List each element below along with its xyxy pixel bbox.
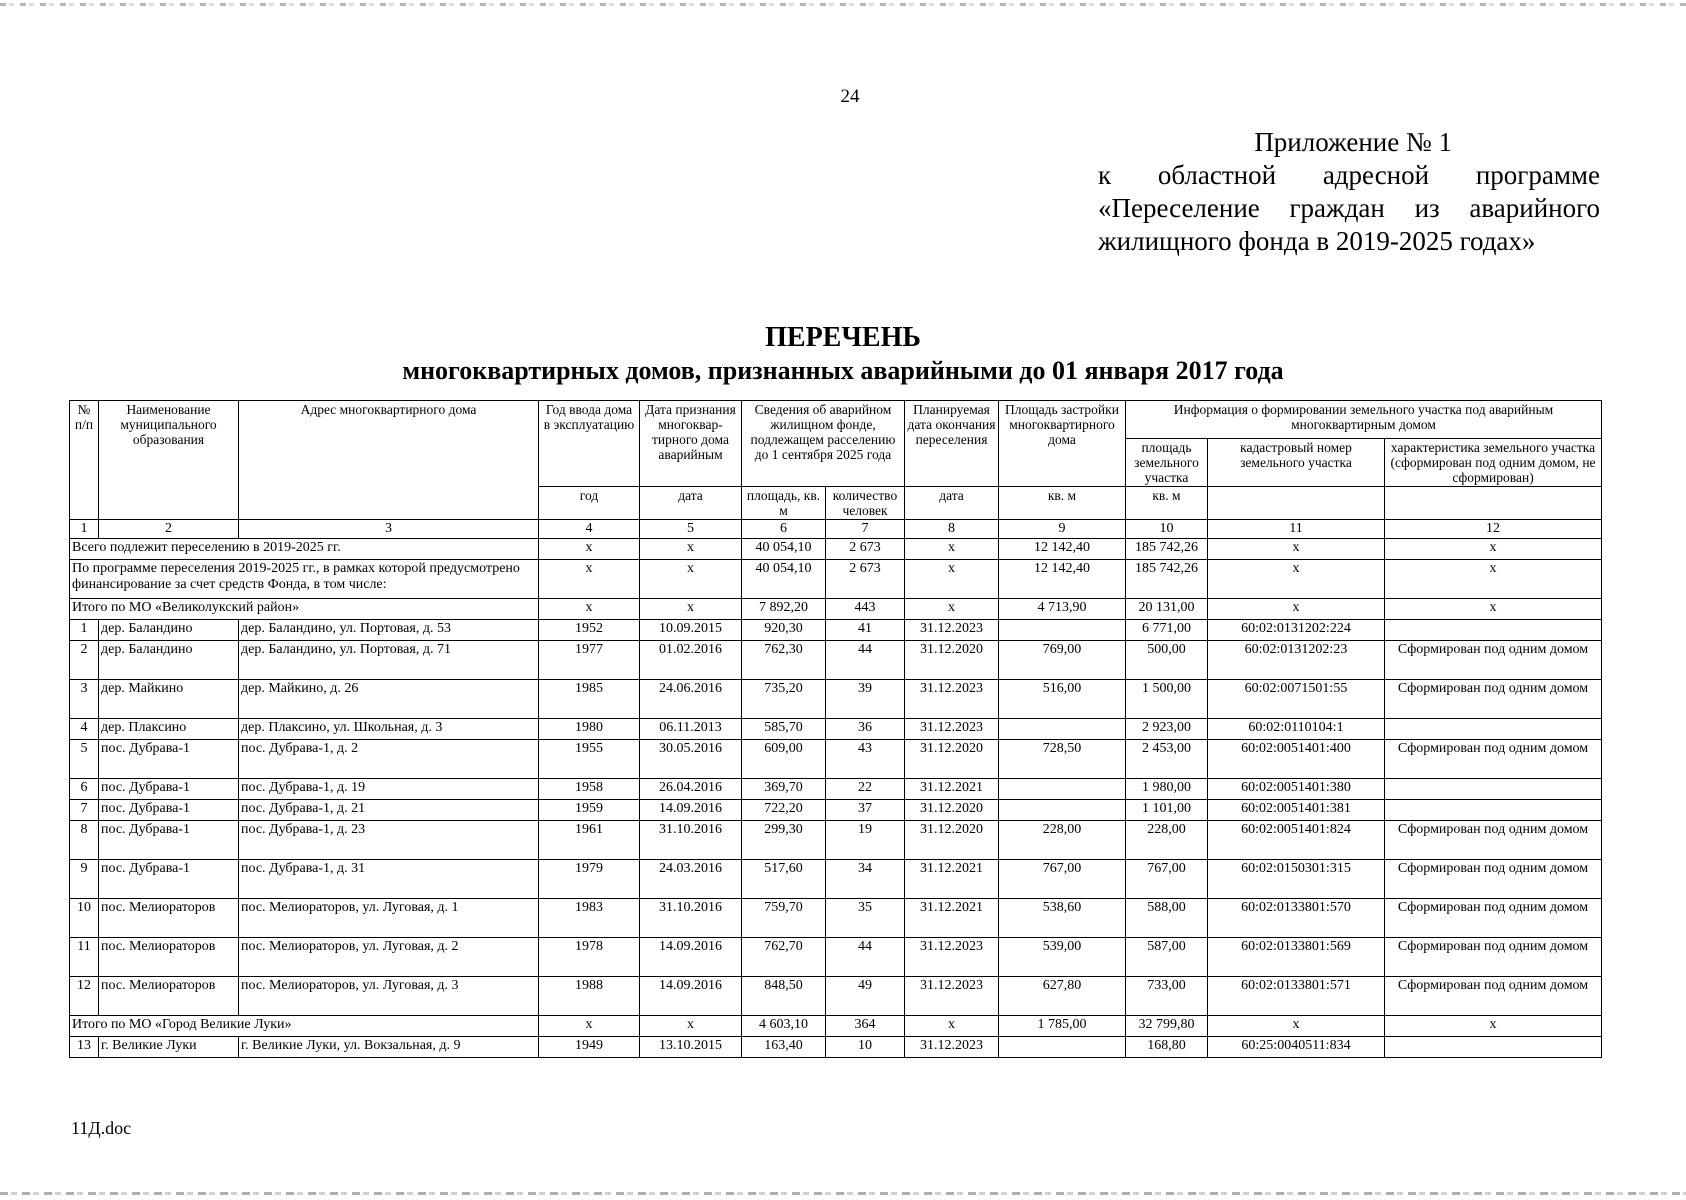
row-land: 228,00 xyxy=(1126,821,1208,860)
row-year: 1979 xyxy=(539,860,640,899)
col-number: 10 xyxy=(1126,520,1208,539)
row-planned: 31.12.2021 xyxy=(905,779,999,800)
table-row xyxy=(70,899,1602,938)
table-row xyxy=(70,740,1602,779)
unit-build-sqm: кв. м xyxy=(999,487,1126,520)
row-year: 1985 xyxy=(539,680,640,719)
row-cadastral: 60:02:0051401:400 xyxy=(1208,740,1385,779)
row-planned: 31.12.2021 xyxy=(905,899,999,938)
row-num: 8 xyxy=(70,821,99,860)
row-people: 39 xyxy=(826,680,905,719)
row-land: 588,00 xyxy=(1126,899,1208,938)
row-land: 6 771,00 xyxy=(1126,620,1208,641)
row-date: 30.05.2016 xyxy=(640,740,742,779)
row-people: 37 xyxy=(826,800,905,821)
row-land: 733,00 xyxy=(1126,977,1208,1016)
appendix-line-3: жилищного фонда в 2019-2025 годах» xyxy=(1098,226,1536,256)
header-cadastral: кадастровый номер земельного участка xyxy=(1208,439,1385,487)
row-num: 6 xyxy=(70,779,99,800)
col-number: 9 xyxy=(999,520,1126,539)
total-land: 185 742,26 xyxy=(1126,539,1208,560)
total-build: 12 142,40 xyxy=(999,560,1126,599)
row-address: пос. Дубрава-1, д. 21 xyxy=(239,800,539,821)
table-row xyxy=(70,641,1602,680)
total-cad: x xyxy=(1208,599,1385,620)
row-num: 12 xyxy=(70,977,99,1016)
row-people: 43 xyxy=(826,740,905,779)
unit-planned-date: дата xyxy=(905,487,999,520)
row-date: 24.06.2016 xyxy=(640,680,742,719)
row-build: 228,00 xyxy=(999,821,1126,860)
total-label: По программе переселения 2019-2025 гг., в рамках которой предусмотрено финансирование за счет средств Фонда, в том числе: xyxy=(70,560,539,599)
document-title: ПЕРЕЧЕНЬ xyxy=(765,322,921,353)
row-char: Сформирован под одним домом xyxy=(1385,680,1602,719)
row-num: 11 xyxy=(70,938,99,977)
row-char: Сформирован под одним домом xyxy=(1385,899,1602,938)
total-land: 20 131,00 xyxy=(1126,599,1208,620)
table-row xyxy=(70,821,1602,860)
row-planned: 31.12.2020 xyxy=(905,800,999,821)
row-people: 19 xyxy=(826,821,905,860)
row-cadastral: 60:02:0051401:824 xyxy=(1208,821,1385,860)
row-date: 13.10.2015 xyxy=(640,1037,742,1058)
row-land: 1 980,00 xyxy=(1126,779,1208,800)
row-area: 920,30 xyxy=(742,620,826,641)
row-area: 609,00 xyxy=(742,740,826,779)
row-num: 1 xyxy=(70,620,99,641)
appendix-block xyxy=(1098,126,1600,258)
scan-edge-top xyxy=(0,3,1686,6)
row-area: 517,60 xyxy=(742,860,826,899)
row-land: 587,00 xyxy=(1126,938,1208,977)
row-year: 1961 xyxy=(539,821,640,860)
header-build-area: Площадь застройки многоквартирного дома xyxy=(999,401,1126,487)
row-people: 44 xyxy=(826,938,905,977)
row-date: 14.09.2016 xyxy=(640,938,742,977)
total-year: x xyxy=(539,1016,640,1037)
total-land: 185 742,26 xyxy=(1126,560,1208,599)
row-land: 168,80 xyxy=(1126,1037,1208,1058)
appendix-line-2: «Переселение граждан из аварийного xyxy=(1098,193,1600,223)
row-planned: 31.12.2020 xyxy=(905,740,999,779)
row-municipality: пос. Мелиораторов xyxy=(99,938,239,977)
row-address: дер. Баландино, ул. Портовая, д. 53 xyxy=(239,620,539,641)
row-people: 34 xyxy=(826,860,905,899)
row-area: 369,70 xyxy=(742,779,826,800)
col-number: 5 xyxy=(640,520,742,539)
row-municipality: дер. Майкино xyxy=(99,680,239,719)
header-fund-info: Сведения об аварийном жилищном фонде, подлежащем расселению до 1 сентября 2025 года xyxy=(742,401,905,487)
row-land: 1 500,00 xyxy=(1126,680,1208,719)
row-year: 1949 xyxy=(539,1037,640,1058)
total-label: Итого по МО «Великолукский район» xyxy=(70,599,539,620)
header-planned-date: Планируемая дата окончания переселения xyxy=(905,401,999,487)
total-people: 2 673 xyxy=(826,560,905,599)
row-planned: 31.12.2021 xyxy=(905,860,999,899)
total-area: 7 892,20 xyxy=(742,599,826,620)
row-area: 722,20 xyxy=(742,800,826,821)
row-people: 41 xyxy=(826,620,905,641)
row-planned: 31.12.2020 xyxy=(905,821,999,860)
unit-people: количество человек xyxy=(826,487,905,520)
row-area: 585,70 xyxy=(742,719,826,740)
row-address: пос. Мелиораторов, ул. Луговая, д. 3 xyxy=(239,977,539,1016)
row-char xyxy=(1385,800,1602,821)
total-area: 4 603,10 xyxy=(742,1016,826,1037)
row-year: 1980 xyxy=(539,719,640,740)
row-date: 10.09.2015 xyxy=(640,620,742,641)
row-cadastral: 60:02:0133801:571 xyxy=(1208,977,1385,1016)
col-number: 4 xyxy=(539,520,640,539)
total-cad: x xyxy=(1208,1016,1385,1037)
row-people: 44 xyxy=(826,641,905,680)
row-land: 2 923,00 xyxy=(1126,719,1208,740)
row-cadastral: 60:02:0110104:1 xyxy=(1208,719,1385,740)
header-land-char: характеристика земельного участка (сформирован под одним домом, не сформирован) xyxy=(1385,439,1602,487)
table-row xyxy=(70,680,1602,719)
row-planned: 31.12.2020 xyxy=(905,641,999,680)
row-cadastral: 60:02:0071501:55 xyxy=(1208,680,1385,719)
total-build: 12 142,40 xyxy=(999,539,1126,560)
appendix-title: Приложение № 1 xyxy=(1254,127,1452,157)
total-land: 32 799,80 xyxy=(1126,1016,1208,1037)
table-row xyxy=(70,620,1602,641)
row-date: 31.10.2016 xyxy=(640,899,742,938)
row-build: 538,60 xyxy=(999,899,1126,938)
table-row xyxy=(70,779,1602,800)
row-num: 4 xyxy=(70,719,99,740)
row-cadastral: 60:25:0040511:834 xyxy=(1208,1037,1385,1058)
total-planned: x xyxy=(905,1016,999,1037)
row-char: Сформирован под одним домом xyxy=(1385,641,1602,680)
row-year: 1977 xyxy=(539,641,640,680)
table-row xyxy=(70,860,1602,899)
page-number: 24 xyxy=(840,86,860,107)
table-row xyxy=(70,977,1602,1016)
row-area: 762,70 xyxy=(742,938,826,977)
row-cadastral: 60:02:0133801:569 xyxy=(1208,938,1385,977)
col-number: 7 xyxy=(826,520,905,539)
header-address: Адрес многоквартирного дома xyxy=(239,401,539,520)
row-char xyxy=(1385,1037,1602,1058)
row-year: 1988 xyxy=(539,977,640,1016)
row-municipality: пос. Дубрава-1 xyxy=(99,821,239,860)
total-row-all xyxy=(70,539,1602,560)
row-year: 1952 xyxy=(539,620,640,641)
appendix-line-1: к областной адресной программе xyxy=(1098,160,1600,190)
row-build xyxy=(999,719,1126,740)
table-row xyxy=(70,938,1602,977)
row-num: 13 xyxy=(70,1037,99,1058)
row-char: Сформирован под одним домом xyxy=(1385,977,1602,1016)
row-address: дер. Майкино, д. 26 xyxy=(239,680,539,719)
row-address: пос. Дубрава-1, д. 23 xyxy=(239,821,539,860)
row-planned: 31.12.2023 xyxy=(905,680,999,719)
total-date: x xyxy=(640,560,742,599)
total-date: x xyxy=(640,599,742,620)
row-year: 1959 xyxy=(539,800,640,821)
row-char: Сформирован под одним домом xyxy=(1385,860,1602,899)
unit-land-sqm: кв. м xyxy=(1126,487,1208,520)
row-address: дер. Баландино, ул. Портовая, д. 71 xyxy=(239,641,539,680)
total-planned: x xyxy=(905,560,999,599)
total-area: 40 054,10 xyxy=(742,560,826,599)
scan-edge-bottom xyxy=(0,1192,1686,1195)
total-label: Итого по МО «Город Великие Луки» xyxy=(70,1016,539,1037)
total-char: x xyxy=(1385,1016,1602,1037)
row-build: 728,50 xyxy=(999,740,1126,779)
row-municipality: г. Великие Луки xyxy=(99,1037,239,1058)
row-year: 1983 xyxy=(539,899,640,938)
column-numbers-row xyxy=(70,520,1602,539)
row-municipality: пос. Мелиораторов xyxy=(99,977,239,1016)
total-date: x xyxy=(640,539,742,560)
row-build: 516,00 xyxy=(999,680,1126,719)
total-cad: x xyxy=(1208,560,1385,599)
footer-doc-name: 11Д.doc xyxy=(71,1118,132,1138)
row-address: г. Великие Луки, ул. Вокзальная, д. 9 xyxy=(239,1037,539,1058)
total-year: x xyxy=(539,539,640,560)
row-area: 735,20 xyxy=(742,680,826,719)
row-people: 35 xyxy=(826,899,905,938)
row-build: 767,00 xyxy=(999,860,1126,899)
header-date-recognition: Дата признания многоквар-тирного дома аварийным xyxy=(640,401,742,487)
total-area: 40 054,10 xyxy=(742,539,826,560)
row-land: 2 453,00 xyxy=(1126,740,1208,779)
header-year: Год ввода дома в эксплуатацию xyxy=(539,401,640,487)
row-build xyxy=(999,620,1126,641)
row-char xyxy=(1385,620,1602,641)
row-date: 14.09.2016 xyxy=(640,977,742,1016)
row-num: 2 xyxy=(70,641,99,680)
row-char: Сформирован под одним домом xyxy=(1385,740,1602,779)
row-cadastral: 60:02:0150301:315 xyxy=(1208,860,1385,899)
row-municipality: дер. Плаксино xyxy=(99,719,239,740)
row-planned: 31.12.2023 xyxy=(905,719,999,740)
total-planned: x xyxy=(905,599,999,620)
row-date: 06.11.2013 xyxy=(640,719,742,740)
total-date: x xyxy=(640,1016,742,1037)
table-row xyxy=(70,800,1602,821)
row-land: 500,00 xyxy=(1126,641,1208,680)
row-area: 848,50 xyxy=(742,977,826,1016)
row-people: 36 xyxy=(826,719,905,740)
row-address: дер. Плаксино, ул. Школьная, д. 3 xyxy=(239,719,539,740)
row-area: 299,30 xyxy=(742,821,826,860)
header-municipality: Наименование муниципального образования xyxy=(99,401,239,520)
row-cadastral: 60:02:0131202:224 xyxy=(1208,620,1385,641)
table-row xyxy=(70,1037,1602,1058)
header-land-info: Информация о формировании земельного участка под аварийным многоквартирным домом xyxy=(1126,401,1602,439)
row-address: пос. Мелиораторов, ул. Луговая, д. 1 xyxy=(239,899,539,938)
row-area: 163,40 xyxy=(742,1037,826,1058)
row-num: 9 xyxy=(70,860,99,899)
row-cadastral: 60:02:0133801:570 xyxy=(1208,899,1385,938)
row-build xyxy=(999,800,1126,821)
total-build: 4 713,90 xyxy=(999,599,1126,620)
total-row-program xyxy=(70,560,1602,599)
row-date: 24.03.2016 xyxy=(640,860,742,899)
row-municipality: дер. Баландино xyxy=(99,641,239,680)
row-num: 10 xyxy=(70,899,99,938)
row-address: пос. Дубрава-1, д. 19 xyxy=(239,779,539,800)
row-planned: 31.12.2023 xyxy=(905,1037,999,1058)
row-municipality: пос. Дубрава-1 xyxy=(99,860,239,899)
header-land-area: площадь земельного участка xyxy=(1126,439,1208,487)
row-date: 31.10.2016 xyxy=(640,821,742,860)
row-municipality: пос. Дубрава-1 xyxy=(99,740,239,779)
row-char: Сформирован под одним домом xyxy=(1385,821,1602,860)
unit-area: площадь, кв. м xyxy=(742,487,826,520)
total-people: 364 xyxy=(826,1016,905,1037)
row-planned: 31.12.2023 xyxy=(905,977,999,1016)
unit-year: год xyxy=(539,487,640,520)
row-people: 10 xyxy=(826,1037,905,1058)
col-number: 12 xyxy=(1385,520,1602,539)
row-build: 627,80 xyxy=(999,977,1126,1016)
row-build xyxy=(999,779,1126,800)
header-num: № п/п xyxy=(70,401,99,520)
total-row-velikoluksky xyxy=(70,599,1602,620)
row-num: 3 xyxy=(70,680,99,719)
row-area: 762,30 xyxy=(742,641,826,680)
row-date: 01.02.2016 xyxy=(640,641,742,680)
row-people: 22 xyxy=(826,779,905,800)
col-number: 3 xyxy=(239,520,539,539)
row-people: 49 xyxy=(826,977,905,1016)
col-number: 8 xyxy=(905,520,999,539)
row-cadastral: 60:02:0051401:380 xyxy=(1208,779,1385,800)
unit-cadastral-empty xyxy=(1208,487,1385,520)
table-row xyxy=(70,719,1602,740)
row-land: 1 101,00 xyxy=(1126,800,1208,821)
total-build: 1 785,00 xyxy=(999,1016,1126,1037)
row-land: 767,00 xyxy=(1126,860,1208,899)
row-address: пос. Мелиораторов, ул. Луговая, д. 2 xyxy=(239,938,539,977)
col-number: 6 xyxy=(742,520,826,539)
row-build: 769,00 xyxy=(999,641,1126,680)
row-build: 539,00 xyxy=(999,938,1126,977)
row-year: 1958 xyxy=(539,779,640,800)
total-people: 2 673 xyxy=(826,539,905,560)
total-cad: x xyxy=(1208,539,1385,560)
row-area: 759,70 xyxy=(742,899,826,938)
row-cadastral: 60:02:0131202:23 xyxy=(1208,641,1385,680)
row-date: 26.04.2016 xyxy=(640,779,742,800)
total-year: x xyxy=(539,560,640,599)
row-num: 5 xyxy=(70,740,99,779)
row-municipality: пос. Дубрава-1 xyxy=(99,800,239,821)
document-subtitle: многоквартирных домов, признанных аварийными до 01 января 2017 года xyxy=(402,356,1284,385)
unit-date: дата xyxy=(640,487,742,520)
row-municipality: пос. Дубрава-1 xyxy=(99,779,239,800)
row-address: пос. Дубрава-1, д. 2 xyxy=(239,740,539,779)
total-char: x xyxy=(1385,539,1602,560)
total-row-velikie-luki xyxy=(70,1016,1602,1037)
row-cadastral: 60:02:0051401:381 xyxy=(1208,800,1385,821)
row-num: 7 xyxy=(70,800,99,821)
total-people: 443 xyxy=(826,599,905,620)
total-year: x xyxy=(539,599,640,620)
row-municipality: пос. Мелиораторов xyxy=(99,899,239,938)
unit-char-empty xyxy=(1385,487,1602,520)
total-char: x xyxy=(1385,560,1602,599)
row-municipality: дер. Баландино xyxy=(99,620,239,641)
col-number: 1 xyxy=(70,520,99,539)
row-char: Сформирован под одним домом xyxy=(1385,938,1602,977)
row-year: 1955 xyxy=(539,740,640,779)
total-char: x xyxy=(1385,599,1602,620)
row-planned: 31.12.2023 xyxy=(905,938,999,977)
col-number: 11 xyxy=(1208,520,1385,539)
row-date: 14.09.2016 xyxy=(640,800,742,821)
houses-table xyxy=(69,400,1602,1058)
row-char xyxy=(1385,779,1602,800)
row-char xyxy=(1385,719,1602,740)
row-address: пос. Дубрава-1, д. 31 xyxy=(239,860,539,899)
total-planned: x xyxy=(905,539,999,560)
row-build xyxy=(999,1037,1126,1058)
total-label: Всего подлежит переселению в 2019-2025 гг. xyxy=(70,539,539,560)
col-number: 2 xyxy=(99,520,239,539)
row-year: 1978 xyxy=(539,938,640,977)
row-planned: 31.12.2023 xyxy=(905,620,999,641)
